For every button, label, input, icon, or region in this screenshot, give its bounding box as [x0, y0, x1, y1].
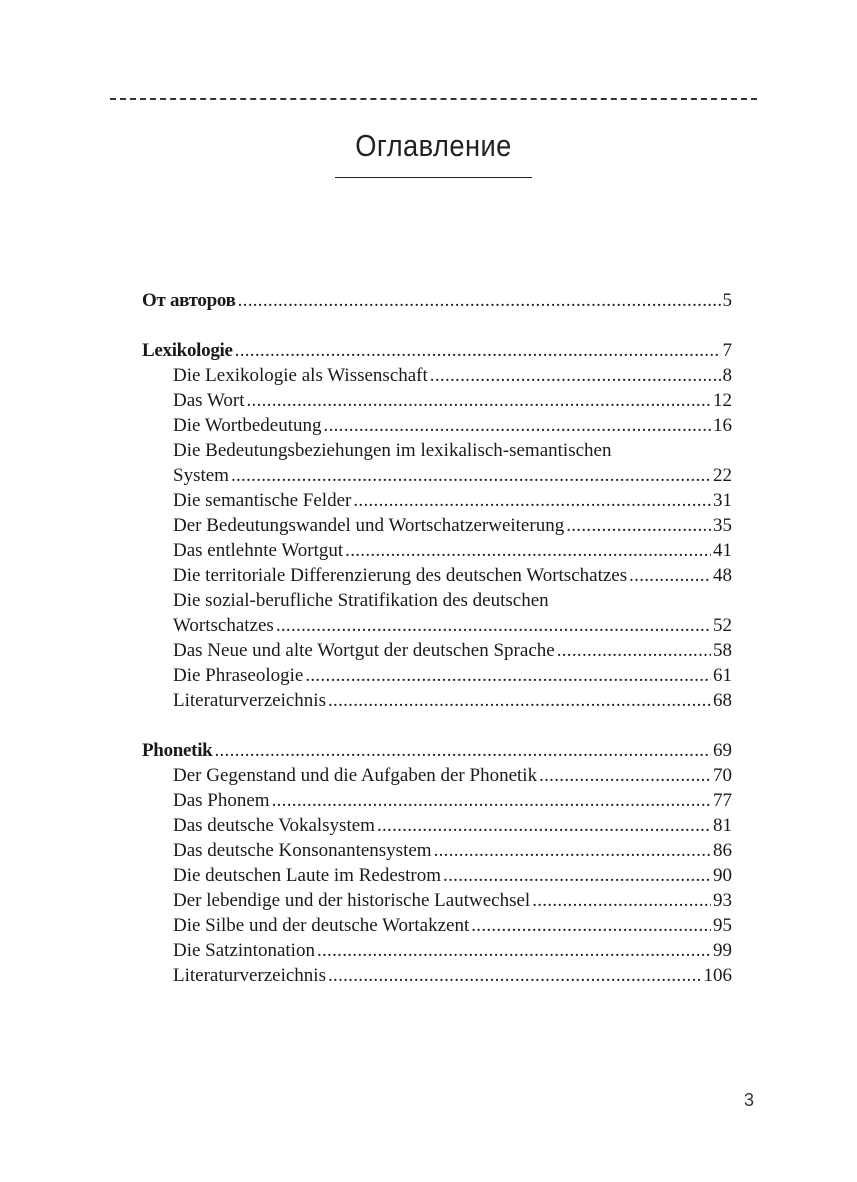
toc-entry[interactable]	[142, 838, 732, 863]
toc-entry[interactable]	[142, 863, 732, 888]
toc-entry[interactable]	[142, 363, 732, 388]
toc-entry[interactable]	[142, 913, 732, 938]
toc-entry-title: От авторов	[142, 290, 236, 311]
toc-entry-title: Die Silbe und der deutsche Wortakzent	[173, 915, 470, 936]
toc-entry-page: 99	[713, 940, 732, 961]
dot-leader	[276, 613, 711, 638]
toc-entry-page: 93	[713, 890, 732, 911]
dot-leader	[272, 788, 711, 813]
toc-entry[interactable]	[142, 563, 732, 588]
dot-leader	[345, 538, 711, 563]
dot-leader	[324, 413, 711, 438]
toc-entry-page: 90	[713, 865, 732, 886]
toc-entry-page: 86	[713, 840, 732, 861]
toc-entry[interactable]	[142, 413, 732, 438]
toc-entry-title: Phonetik	[142, 740, 213, 761]
toc-entry-title: Der Bedeutungswandel und Wortschatzerweiterung	[173, 515, 565, 536]
toc-entry[interactable]	[142, 663, 732, 688]
dot-leader	[566, 513, 711, 538]
dot-leader	[235, 338, 721, 363]
dot-leader	[214, 738, 711, 763]
dot-leader	[443, 863, 711, 888]
toc-entry-page: 16	[713, 415, 732, 436]
dot-leader	[377, 813, 711, 838]
dot-leader	[629, 563, 711, 588]
toc-entry-title: Der lebendige und der historische Lautwechsel	[173, 890, 531, 911]
toc-entry[interactable]	[142, 763, 732, 788]
toc-entry-title: Lexikologie	[142, 340, 233, 361]
dot-leader	[238, 288, 721, 313]
toc-entry-page: 69	[713, 740, 732, 761]
toc-entry-page: 81	[713, 815, 732, 836]
toc-entry-title: Die Lexikologie als Wissenschaft	[173, 365, 428, 386]
dot-leader	[353, 488, 711, 513]
toc-entry-page: 7	[722, 340, 732, 361]
toc-entry-page: 70	[713, 765, 732, 786]
toc-entry[interactable]	[142, 513, 732, 538]
toc-entry-page: 95	[713, 915, 732, 936]
toc-entry[interactable]	[142, 638, 732, 663]
toc-entry-page: 41	[713, 540, 732, 561]
toc-entry-title: Die semantische Felder	[173, 490, 352, 511]
page-number: 3	[744, 1090, 755, 1110]
toc-entry[interactable]	[142, 463, 732, 488]
toc-entry-title: Die Wortbedeutung	[173, 415, 322, 436]
toc-entry-title: Die Phraseologie	[173, 665, 304, 686]
toc-entry-title-line1[interactable]: Die sozial-berufliche Stratifikation des deutschen	[173, 590, 549, 611]
toc-entry-title: Wortschatzes	[173, 615, 274, 636]
dot-leader	[471, 913, 711, 938]
toc-entry[interactable]	[142, 613, 732, 638]
table-of-contents	[142, 288, 732, 1013]
toc-entry-title: Die deutschen Laute im Redestrom	[173, 865, 442, 886]
toc-entry-page: 61	[713, 665, 732, 686]
dot-leader	[317, 938, 711, 963]
toc-entry[interactable]	[142, 813, 732, 838]
toc-entry-page: 5	[722, 290, 732, 311]
toc-entry-title: Der Gegenstand und die Aufgaben der Phonetik	[173, 765, 538, 786]
dot-leader	[328, 688, 711, 713]
toc-entry-page: 31	[713, 490, 732, 511]
toc-entry[interactable]	[142, 488, 732, 513]
dot-leader	[430, 363, 721, 388]
toc-entry-title: Das Wort	[173, 390, 245, 411]
toc-entry[interactable]	[142, 688, 732, 713]
toc-entry-title: Literaturverzeichnis	[173, 965, 326, 986]
dot-leader	[328, 963, 702, 988]
top-dashed-rule	[110, 98, 757, 100]
toc-entry-page: 12	[713, 390, 732, 411]
toc-entry[interactable]	[142, 963, 732, 988]
toc-entry-title: Literaturverzeichnis	[173, 690, 326, 711]
toc-entry-page: 106	[703, 965, 732, 986]
toc-entry[interactable]	[142, 938, 732, 963]
toc-entry[interactable]	[142, 788, 732, 813]
toc-section-lexikologie	[142, 338, 732, 713]
toc-entry-title: Das Phonem	[173, 790, 270, 811]
toc-entry[interactable]	[142, 338, 732, 363]
toc-section-foreword	[142, 288, 732, 313]
toc-entry-page: 48	[713, 565, 732, 586]
toc-entry-title: Das Neue und alte Wortgut der deutschen Sprache	[173, 640, 555, 661]
toc-entry-page: 77	[713, 790, 732, 811]
dot-leader	[539, 763, 711, 788]
toc-entry-title: Die territoriale Differenzierung des deutschen Wortschatzes	[173, 565, 628, 586]
dot-leader	[246, 388, 711, 413]
toc-entry-title: Die Satzintonation	[173, 940, 315, 961]
toc-entry[interactable]	[142, 538, 732, 563]
dot-leader	[231, 463, 711, 488]
toc-entry-title: System	[173, 465, 229, 486]
toc-entry-title: Das deutsche Konsonantensystem	[173, 840, 432, 861]
toc-entry-page: 52	[713, 615, 732, 636]
dot-leader	[434, 838, 711, 863]
toc-entry[interactable]	[142, 288, 732, 313]
toc-entry[interactable]	[142, 388, 732, 413]
toc-entry-title: Das entlehnte Wortgut	[173, 540, 344, 561]
toc-entry[interactable]	[142, 888, 732, 913]
toc-entry-page: 22	[713, 465, 732, 486]
toc-entry-page: 68	[713, 690, 732, 711]
toc-entry-page: 35	[713, 515, 732, 536]
toc-section-phonetik	[142, 738, 732, 988]
toc-entry-page: 8	[722, 365, 732, 386]
toc-entry-title: Das deutsche Vokalsystem	[173, 815, 375, 836]
dot-leader	[557, 638, 711, 663]
toc-entry[interactable]	[142, 738, 732, 763]
toc-entry-page: 58	[713, 640, 732, 661]
dot-leader	[532, 888, 711, 913]
page-title: Оглавление	[355, 128, 512, 163]
toc-entry-title-line1[interactable]: Die Bedeutungsbeziehungen im lexikalisch-semantischen	[173, 440, 612, 461]
title-underline	[335, 177, 532, 178]
dot-leader	[305, 663, 711, 688]
